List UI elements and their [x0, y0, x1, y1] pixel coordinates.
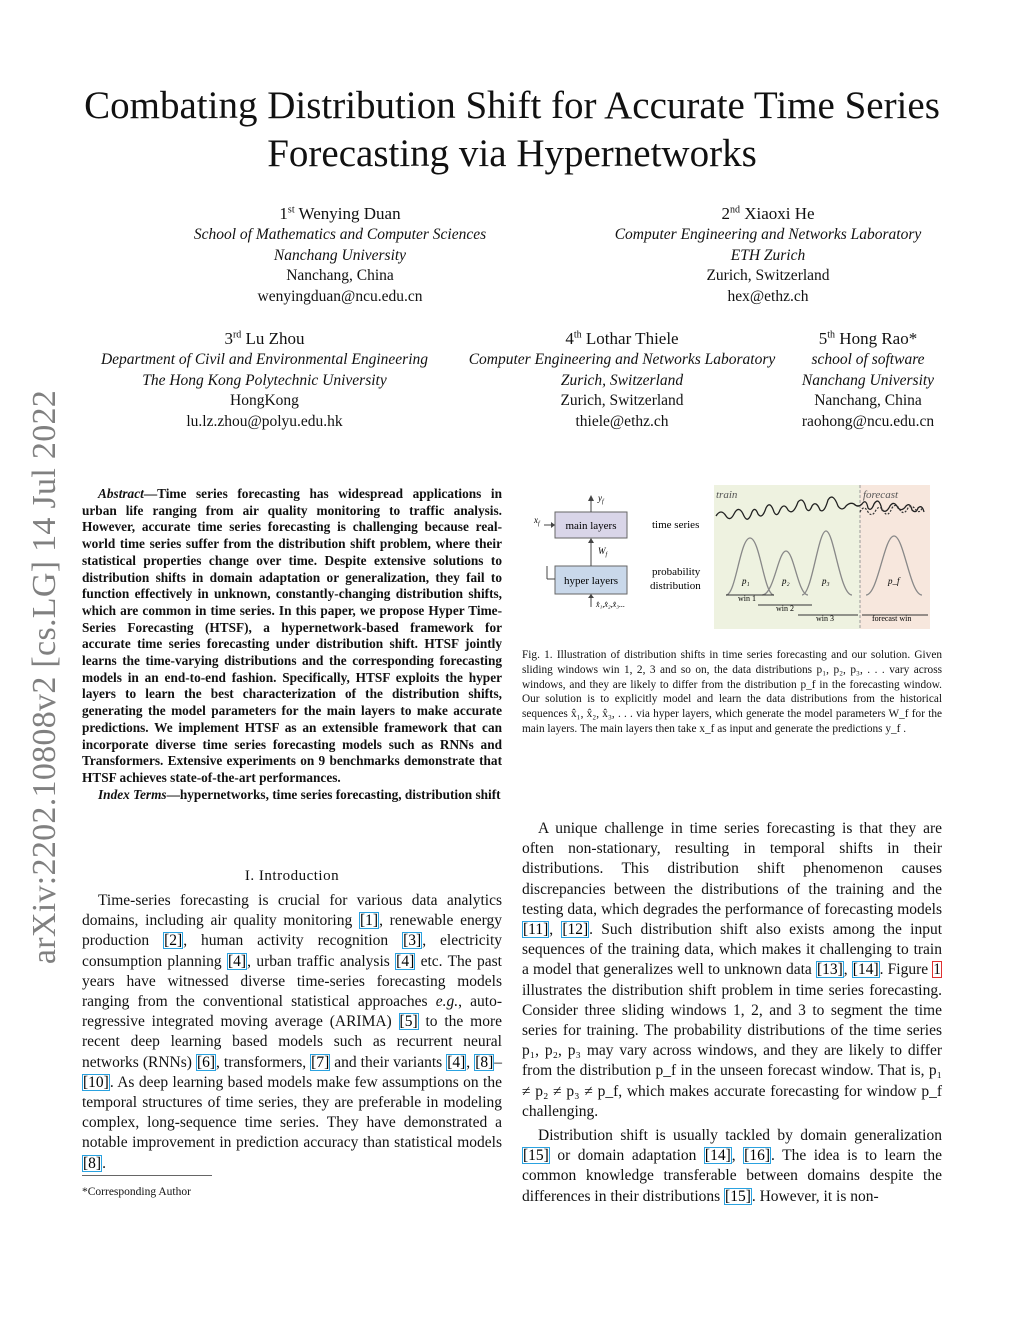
arxiv-identifier: arXiv:2202.10808v2 [cs.LG] 14 Jul 2022: [26, 389, 63, 965]
author-name: Lothar Thiele: [585, 329, 679, 348]
text-span: ,: [549, 921, 562, 939]
xf-arrowhead: [551, 522, 555, 528]
hyper-layers-label: hyper layers: [563, 575, 619, 587]
citation-link[interactable]: [15]: [725, 1187, 751, 1205]
index-terms-label: Index Terms: [98, 786, 167, 802]
author-block-3: [72, 328, 457, 432]
abstract-label: Abstract: [98, 486, 144, 501]
author-block-1: [160, 203, 520, 307]
author-location: Nanchang, China: [814, 392, 922, 409]
text-span: , auto-regressive integrated moving average (ARIMA): [82, 993, 502, 1031]
forecast-win-label: forecast win: [872, 614, 912, 623]
author-name: Lu Zhou: [245, 329, 305, 348]
author-location: HongKong: [230, 392, 299, 409]
paper-title: Combating Distribution Shift for Accurate Time Series Forecasting via Hypernetworks: [84, 84, 940, 175]
text-span: e.g.: [435, 993, 459, 1011]
author-ordinal: 4: [565, 329, 574, 348]
prob-dist-label-1: probability: [652, 566, 701, 578]
right-column: [522, 819, 942, 1207]
figure-caption: Fig. 1. Illustration of distribution shifts in time series forecasting and our solution. Given sliding windows win 1, 2, 3 and so on, the data distributions p₁, p₂, p₃, . . . vary across windows, and they are likely to differ from the distribution p_f in the forecasting window. Our solution is to explicitly model and learn the data distributions from the historical sequences x̂₁, x̂₂, x̂₃, . . . via hyper layers, which generate the model parameters W_f for the main layers. The main layers then take x_f as input and generate the predictions y_f .: [522, 649, 942, 735]
footnote-rule: [82, 1175, 212, 1176]
win3-label: win 3: [816, 614, 834, 623]
abstract-text: —Time series forecasting has widespread applications in urban life ranging from air quality monitoring to traffic analysis. However, accurate time series forecasting is challenging because real-world time series suffer from the distribution shift problem, where their statistical properties change over time. Despite extensive solutions to distribution shifts in domain adaptation or generalization, they fail to function effectively in unknown, constantly-changing distribution shifts, which are common in time series. In this paper, we propose Hyper Time-Series Forecasting (HTSF), a hypernetwork-based framework for accurate time series forecasting under distribution shift. HTSF jointly learns the time-varying distributions and the corresponding forecasting models in an end-to-end fashion. Specifically, HTSF exploits the hyper layers to learn the best characterization of the distribution shifts, generating the model parameters for the main layers to make accurate predictions. We implement HTSF as an extensible framework that can incorporate diverse time series forecasting models such as RNNs and Transformers. Extensive experiments on 9 benchmarks demonstrate that HTSF achieves state-of-the-art performances.: [82, 486, 502, 785]
citation-link[interactable]: [3]: [403, 932, 422, 950]
text-span: , human activity recognition: [183, 932, 403, 950]
index-terms-text: —hypernetworks, time series forecasting, distribution shift: [166, 786, 501, 802]
xhat-label: x̂₁,x̂₂,x̂₃...: [596, 600, 625, 609]
prob-dist-label-2: distribution: [650, 580, 701, 592]
citation-link[interactable]: [14]: [704, 1147, 731, 1165]
citation-link[interactable]: [7]: [311, 1053, 330, 1071]
yf-label: $y_f$: [598, 493, 604, 505]
intro-paragraph: [82, 891, 502, 1174]
xhat-arrowhead: [588, 594, 594, 598]
citation-link[interactable]: [4]: [396, 952, 415, 970]
author-block-4: [448, 328, 796, 432]
author-location: Nanchang, China: [286, 267, 394, 284]
text-span: A unique challenge in time series forecasting is that they are often non-stationary, resulting in temporal shifts in their distributions. This distribution shift phenomenon causes discrepancies between the distributions of the training and the testing data, which degrades the performance of forecasting models: [522, 820, 942, 918]
label-train: train: [716, 489, 738, 501]
author-block-2: [578, 203, 958, 307]
text-span: ,: [843, 961, 852, 979]
text-span: Distribution shift is usually tackled by domain generalization: [538, 1127, 942, 1145]
figure-link[interactable]: 1: [933, 961, 941, 979]
author-ordinal-suffix: th: [573, 329, 582, 341]
author-dept: Department of Civil and Environmental Engineering: [100, 351, 429, 368]
right-paragraph-1: [522, 819, 942, 1122]
author-name: Hong Rao*: [839, 329, 918, 348]
text-span: .: [102, 1154, 106, 1172]
text-span: –: [494, 1053, 503, 1071]
xf-label: $x_f$: [534, 515, 540, 527]
text-span: . However, it is non-: [751, 1187, 879, 1205]
author-dept: Computer Engineering and Networks Laboratory: [468, 351, 776, 368]
text-span: , urban traffic analysis: [247, 952, 396, 970]
author-dept: school of software: [811, 351, 925, 368]
citation-link[interactable]: [5]: [399, 1013, 418, 1031]
wf-label: $W_f$: [598, 546, 608, 558]
citation-link[interactable]: [4]: [447, 1053, 466, 1071]
text-span: or domain adaptation: [549, 1147, 704, 1165]
citation-link[interactable]: [16]: [744, 1147, 770, 1165]
author-dept: Computer Engineering and Networks Laboratory: [614, 226, 922, 243]
p2-label: p₂: [782, 576, 790, 586]
citation-link[interactable]: [11]: [523, 921, 549, 939]
author-email: thiele@ethz.ch: [575, 412, 669, 430]
author-ordinal: 1: [279, 204, 288, 223]
citation-link[interactable]: [13]: [816, 961, 843, 979]
author-inst: Nanchang University: [801, 371, 935, 389]
abstract: [82, 486, 502, 803]
win1-label: win 1: [738, 594, 756, 603]
author-email: wenyingduan@ncu.edu.cn: [257, 287, 423, 305]
citation-link[interactable]: [1]: [359, 912, 379, 930]
figure-1: [522, 483, 942, 631]
author-ordinal-suffix: rd: [232, 329, 242, 341]
yf-arrowhead: [588, 495, 594, 501]
author-ordinal-suffix: th: [827, 329, 836, 341]
text-span: . Figure: [879, 961, 933, 979]
author-ordinal: 2: [721, 204, 730, 223]
wf-arrowhead: [588, 538, 594, 543]
citation-link[interactable]: [4]: [228, 952, 247, 970]
citation-link[interactable]: [15]: [523, 1147, 549, 1165]
author-name: Xiaoxi He: [744, 204, 815, 223]
author-inst: ETH Zurich: [730, 246, 806, 264]
p3-label: p₃: [822, 576, 830, 586]
label-forecast: forecast: [863, 489, 899, 501]
author-block-5: [788, 328, 948, 432]
citation-link[interactable]: [12]: [562, 921, 589, 939]
author-location: Zurich, Switzerland: [560, 392, 684, 409]
pf-label: p_f: [888, 576, 900, 586]
text-span: . The idea is to learn the common knowledge transferable between domains despite the differences in their distributions: [522, 1147, 942, 1205]
author-inst: Nanchang University: [273, 246, 407, 264]
citation-link[interactable]: [8]: [83, 1154, 102, 1172]
p1-label: p₁: [742, 576, 750, 586]
footnote: *Corresponding Author: [82, 1186, 191, 1198]
main-layers-label: main layers: [565, 520, 617, 532]
text-span: ,: [731, 1147, 744, 1165]
text-span: . As deep learning based models make few assumptions on the temporal structures of time series, they are preferable in modeling complex, long-sequence time series. They have demonstrated a notable improvement in prediction accuracy than statistical models: [82, 1073, 502, 1152]
text-span: illustrates the distribution shift problem in time series forecasting. Consider three sliding windows 1, 2, and 3 to segment the time series for training. The probability distributions of the time series p₁, p₂, p₃ may vary across windows, and they are likely to differ from the distribution p_f in the unseen forecast window. That is, p₁ ≠ p₂ ≠ p₃ ≠ p_f, which makes accurate forecasting for window p_f challenging.: [522, 981, 942, 1120]
author-location: Zurich, Switzerland: [706, 267, 830, 284]
author-ordinal-suffix: nd: [729, 204, 740, 216]
citation-link[interactable]: [2]: [164, 932, 183, 950]
citation-link[interactable]: [14]: [852, 961, 879, 979]
text-span: and their variants: [330, 1053, 447, 1071]
citation-link[interactable]: [6]: [196, 1053, 216, 1071]
win2-label: win 2: [776, 604, 794, 613]
text-span: ,: [466, 1053, 475, 1071]
author-email: raohong@ncu.edu.cn: [801, 412, 935, 430]
right-paragraph-2: [522, 1126, 942, 1207]
text-span: . Such distribution shift also exists among the input sequences of the training data, which makes it challenging to train a model that generalizes well to unknown data: [522, 921, 943, 979]
author-email: hex@ethz.ch: [727, 287, 809, 305]
author-name: Wenying Duan: [298, 204, 401, 223]
author-dept: School of Mathematics and Computer Sciences: [193, 226, 487, 243]
text-span: , transformers,: [216, 1053, 311, 1071]
text-span: Time-series forecasting is crucial for various data analytics domains, including air quality monitoring: [82, 892, 502, 930]
author-ordinal: 3: [224, 329, 233, 348]
section-title: I. Introduction: [244, 868, 340, 884]
citation-link[interactable]: [10]: [83, 1073, 109, 1091]
time-series-label: time series: [652, 519, 700, 531]
author-ordinal-suffix: st: [287, 204, 295, 216]
author-inst: Zurich, Switzerland: [560, 371, 684, 389]
citation-link[interactable]: [8]: [475, 1053, 494, 1071]
text-span: etc. The past years have witnessed diverse time-series forecasting models ranging from the conventional statistical approaches: [82, 952, 502, 1011]
text-span: to the more recent deep learning based models such as recurrent neural networks (RNNs): [82, 1013, 502, 1071]
author-ordinal: 5: [818, 329, 828, 348]
author-inst: The Hong Kong Polytechnic University: [142, 371, 387, 389]
text-span: , renewable energy production: [82, 912, 503, 950]
text-span: , electricity consumption planning: [82, 932, 503, 970]
author-email: lu.lz.zhou@polyu.edu.hk: [186, 412, 343, 430]
